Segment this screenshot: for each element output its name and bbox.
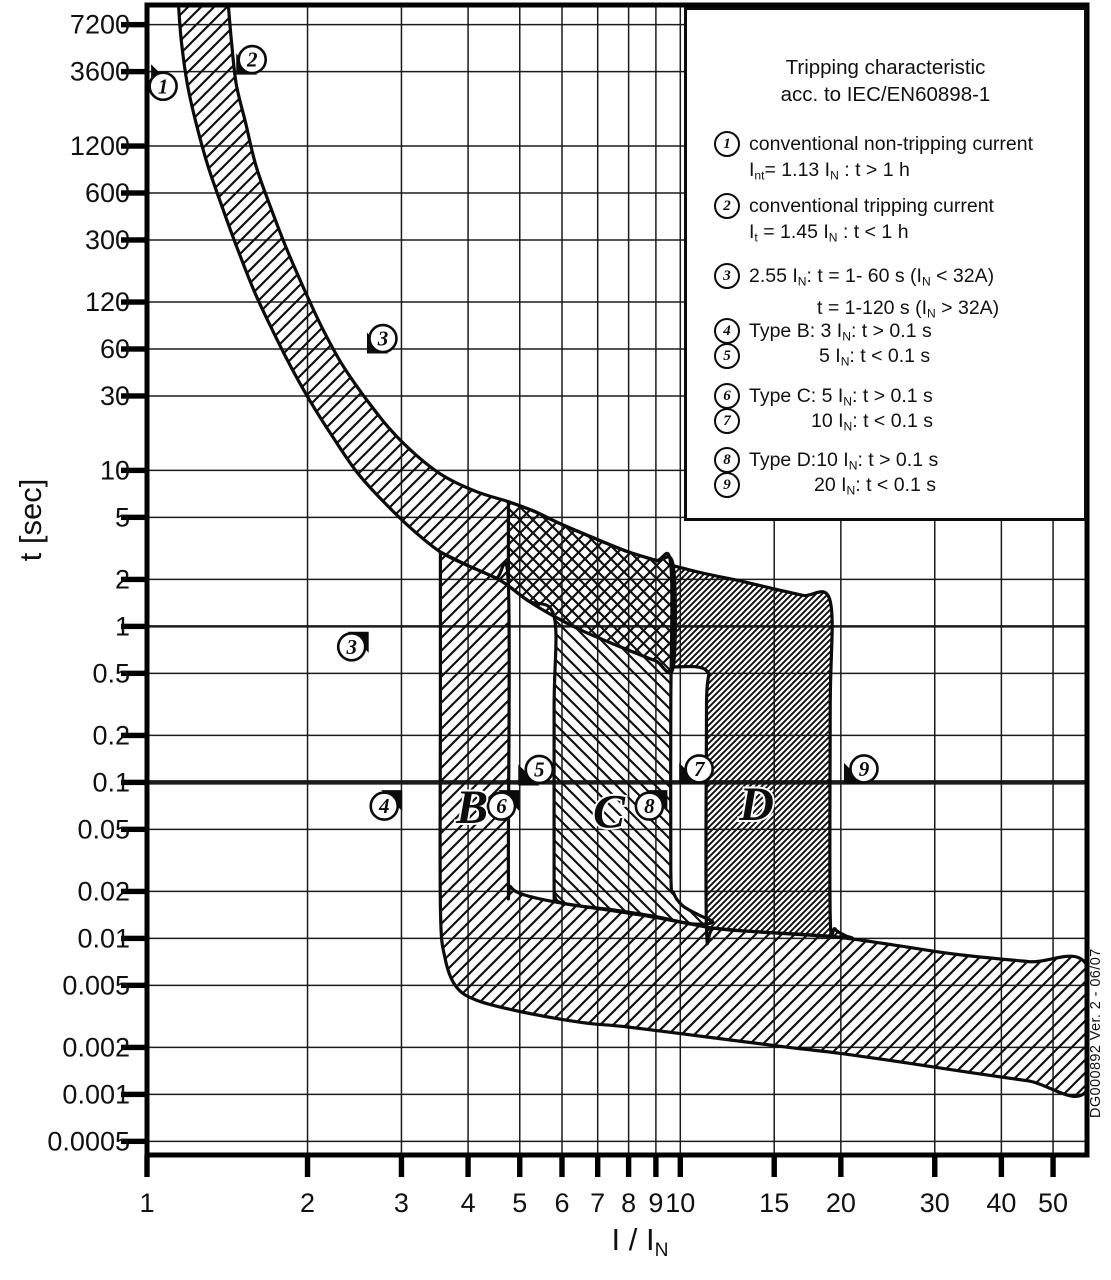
legend-text <box>749 343 930 375</box>
y-tick-label: 0.002 <box>62 1032 130 1063</box>
legend-text-line: 20 $I_N$: t < 0.1 s <box>814 474 937 498</box>
legend-number-1: 1 <box>714 131 740 157</box>
legend-title <box>687 54 1084 108</box>
x-tick <box>678 1155 683 1177</box>
x-tick-label: 8 <box>621 1188 637 1218</box>
legend-item-1 <box>714 131 1033 189</box>
x-tick <box>517 1155 522 1177</box>
y-tick-label: 0.05 <box>77 814 130 845</box>
y-tick-label: 10 <box>99 455 130 486</box>
x-tick-label: 4 <box>460 1188 476 1218</box>
x-tick-label: 50 <box>1038 1188 1069 1218</box>
x-tick-label: 5 <box>512 1188 528 1218</box>
legend-item-5 <box>714 343 930 375</box>
legend-item-2 <box>714 193 994 251</box>
x-tick-label: 15 <box>759 1188 790 1218</box>
marker-number-6: 6 <box>496 794 507 819</box>
legend-title-line1: Tripping characteristic <box>785 56 986 79</box>
x-axis-title: I / $I_N$ <box>611 1222 669 1261</box>
type-label-B: B <box>456 781 489 835</box>
x-tick <box>595 1155 600 1177</box>
legend-number-5: 5 <box>714 343 740 369</box>
marker-number-5: 5 <box>534 757 545 782</box>
y-axis-title: t [sec] <box>13 478 48 562</box>
legend-number-2: 2 <box>714 193 740 219</box>
x-tick <box>999 1155 1004 1177</box>
x-tick <box>838 1155 843 1177</box>
x-tick-label: 2 <box>300 1188 316 1218</box>
y-tick-label: 60 <box>99 334 130 364</box>
marker-number-3: 3 <box>346 634 357 659</box>
x-tick-label: 10 <box>665 1188 696 1218</box>
y-tick-label: 600 <box>84 178 130 208</box>
legend-text <box>749 472 936 504</box>
marker-number-3: 3 <box>377 326 389 351</box>
legend-text-line: conventional tripping current <box>749 195 994 217</box>
x-tick-label: 30 <box>919 1188 950 1218</box>
y-tick-label: 5 <box>114 502 130 533</box>
y-tick-label: 0.1 <box>92 767 130 798</box>
legend-text <box>749 131 1033 189</box>
legend-number-6: 6 <box>714 383 740 409</box>
y-tick-label: 7200 <box>69 9 130 40</box>
x-tick-label: 1 <box>139 1188 155 1218</box>
x-tick-label: 3 <box>393 1188 409 1218</box>
x-tick <box>1050 1155 1055 1177</box>
type-label-D: D <box>739 777 774 831</box>
legend-box <box>684 7 1087 521</box>
legend-title-line2: acc. to IEC/EN60898-1 <box>780 83 991 106</box>
x-tick <box>399 1155 404 1177</box>
legend-text-line: 10 $I_N$: t < 0.1 s <box>811 410 934 434</box>
legend-number-4: 4 <box>714 318 740 344</box>
marker-number-4: 4 <box>378 794 390 819</box>
type-label-C: C <box>592 785 625 839</box>
marker-number-7: 7 <box>693 756 705 781</box>
x-tick-label: 9 <box>648 1188 664 1218</box>
x-tick <box>559 1155 564 1177</box>
legend-text-line: conventional non-tripping current <box>749 133 1034 155</box>
legend-text <box>749 193 994 251</box>
y-tick-label: 1 <box>114 611 130 642</box>
y-tick-label: 0.01 <box>77 923 130 954</box>
x-tick <box>772 1155 777 1177</box>
legend-text-line: 2.55 $I_N$: t = 1- 60 s $(I_N < 32A)$ <box>749 265 995 289</box>
y-tick-label: 3600 <box>69 56 130 87</box>
x-tick <box>305 1155 310 1177</box>
marker-number-1: 1 <box>157 74 169 99</box>
y-tick-label: 0.005 <box>62 970 130 1001</box>
y-tick-label: 300 <box>84 224 130 255</box>
legend-text-line: Type D:10 $I_N$: t > 0.1 s <box>749 449 939 473</box>
x-tick-label: 20 <box>825 1188 856 1218</box>
legend-text-line: t = 1-120 s $(I_N > 32A)$ <box>817 296 1000 321</box>
legend-number-3: 3 <box>714 263 740 289</box>
x-tick <box>653 1155 658 1177</box>
y-tick-label: 0.02 <box>77 876 130 907</box>
legend-text-line: Type C: 5 $I_N$: t > 0.1 s <box>749 385 933 409</box>
legend-item-3 <box>714 263 999 326</box>
legend-text-line: 5 $I_N$: t < 0.1 s <box>819 345 931 369</box>
x-tick-label: 7 <box>590 1188 606 1218</box>
legend-text-line: $I_t = 1.45$ $I_N$ : t < 1 h <box>749 221 909 245</box>
legend-text <box>749 263 999 326</box>
legend-text <box>749 408 933 440</box>
y-tick-label: 0.0005 <box>47 1126 130 1157</box>
legend-number-8: 8 <box>714 447 740 473</box>
y-tick-label: 0.001 <box>62 1079 130 1110</box>
y-tick-label: 30 <box>99 380 130 411</box>
legend-item-9 <box>714 472 936 504</box>
x-tick-label: 6 <box>554 1188 570 1218</box>
legend-text-line: $I_{nt}= 1.13$ $I_N$ : t > 1 h <box>749 159 910 183</box>
marker-number-8: 8 <box>644 794 655 819</box>
x-tick <box>465 1155 470 1177</box>
legend-text-line: Type B: 3 $I_N$: t > 0.1 s <box>749 320 932 344</box>
marker-number-2: 2 <box>246 47 258 72</box>
y-tick-label: 0.2 <box>92 720 130 751</box>
marker-number-9: 9 <box>858 756 870 781</box>
legend-item-7 <box>714 408 933 440</box>
x-tick <box>932 1155 937 1177</box>
type-C-band <box>508 502 712 924</box>
y-tick-label: 1200 <box>69 131 130 162</box>
x-tick-label: 40 <box>986 1188 1017 1218</box>
y-tick-label: 0.5 <box>92 658 130 689</box>
y-tick-label: 120 <box>84 287 130 318</box>
legend-number-9: 9 <box>714 472 740 498</box>
document-number-watermark: DG000892 Ver. 2 - 06/07 <box>1088 948 1104 1118</box>
y-tick-label: 2 <box>114 564 130 595</box>
legend-number-7: 7 <box>714 408 740 434</box>
x-tick <box>144 1155 149 1177</box>
x-tick <box>626 1155 631 1177</box>
